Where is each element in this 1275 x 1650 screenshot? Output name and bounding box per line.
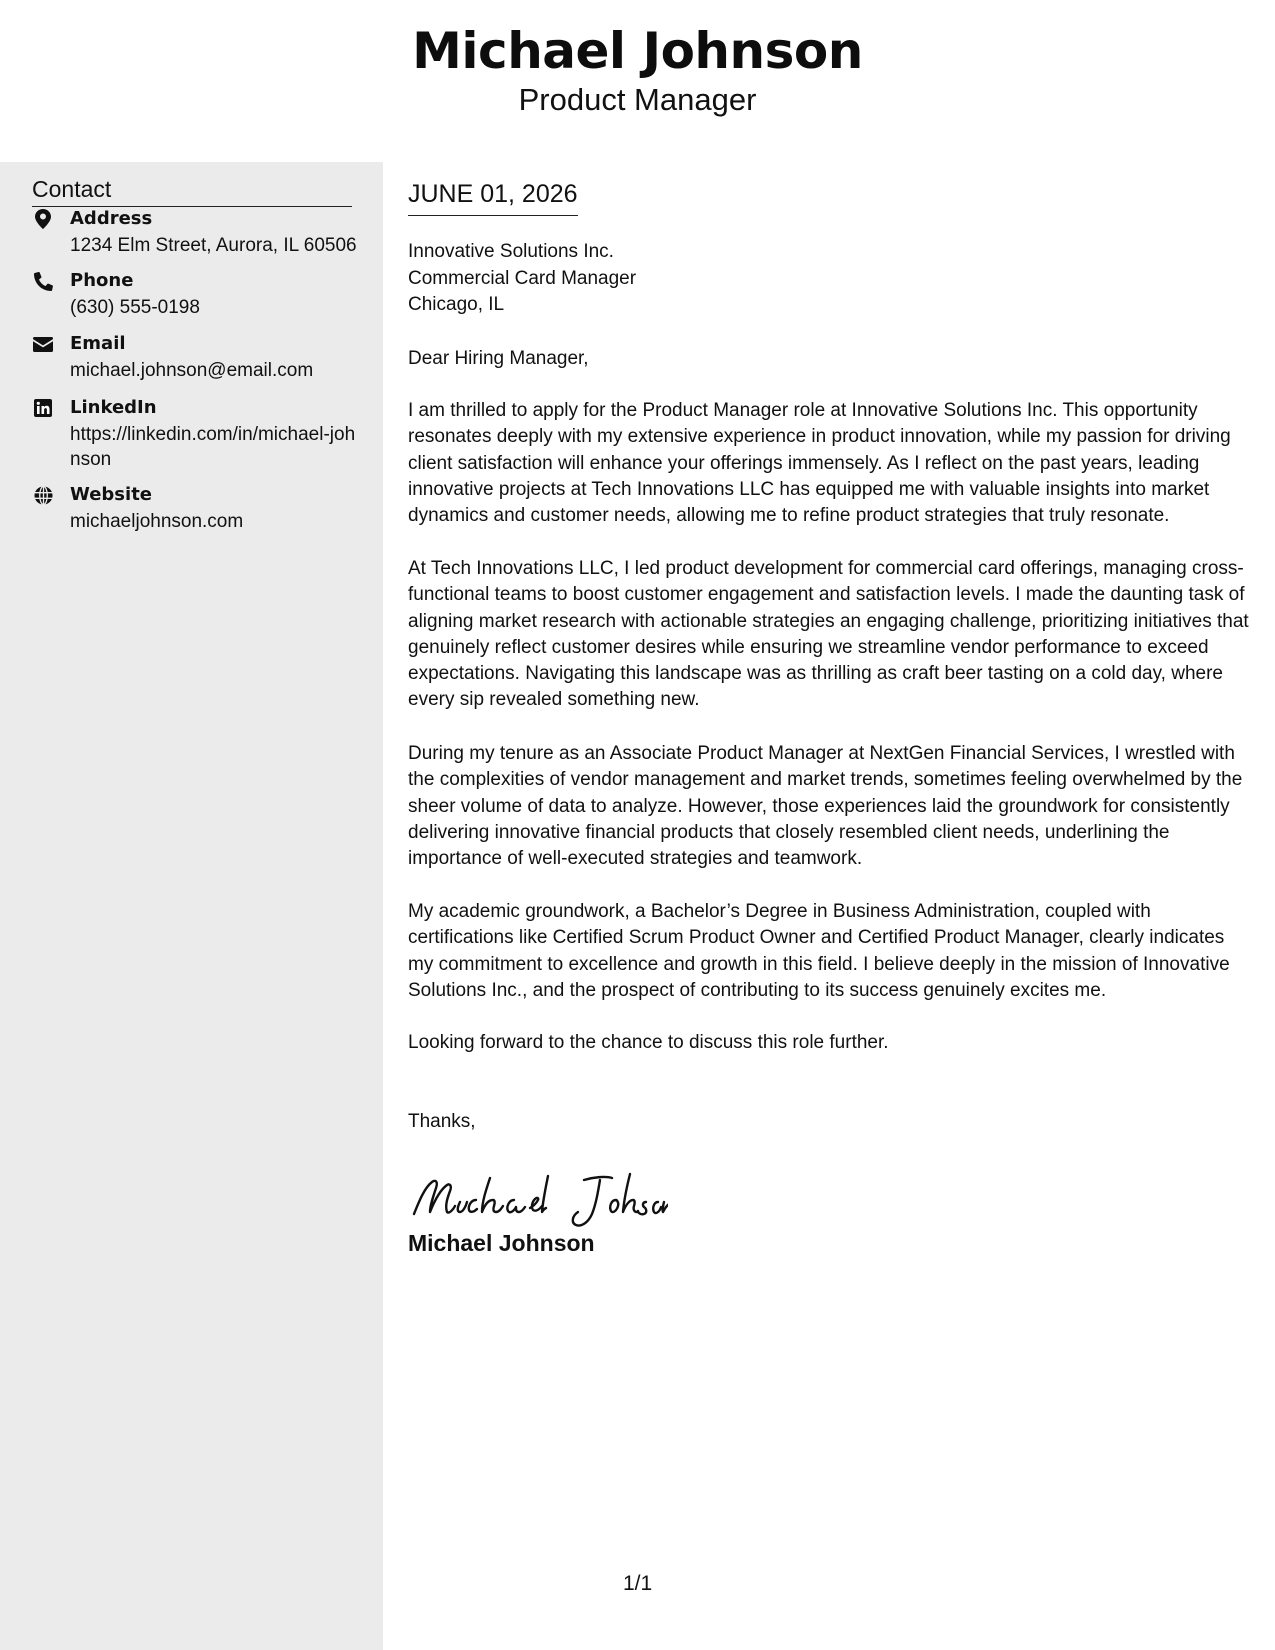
letter-date: JUNE 01, 2026 — [408, 180, 578, 216]
applicant-name: Michael Johnson — [412, 22, 863, 80]
contact-label: Address — [70, 208, 153, 229]
contact-label: Phone — [70, 270, 134, 291]
recipient-location: Chicago, IL — [408, 294, 505, 315]
page-number: 1/1 — [623, 1572, 653, 1595]
handwritten-signature — [408, 1162, 668, 1237]
paragraph-3: During my tenure as an Associate Product Manager at NextGen Financial Services, I wrestled with the complexities of vendor management and market trends, sometimes feeling overwhelmed by the sheer volume of data to analyze. However, those experiences laid the groundwork for consistently delivering innovative financial products that closely resembled client needs, underlining the importance of well-executed strategies and teamwork. — [408, 743, 1243, 870]
header — [0, 0, 1275, 162]
envelope-icon — [32, 333, 54, 355]
globe-icon — [32, 484, 54, 506]
contact-heading: Contact — [32, 176, 352, 207]
contact-label: Website — [70, 484, 153, 505]
sign-off: Thanks, — [408, 1111, 476, 1132]
contact-value: michaeljohnson.com — [70, 511, 244, 532]
contact-sidebar — [0, 162, 383, 1650]
contact-value: (630) 555-0198 — [70, 297, 200, 318]
contact-value: https://linkedin.com/in/michael-johnson — [70, 424, 356, 470]
recipient-block — [408, 239, 636, 319]
phone-icon — [32, 270, 54, 292]
paragraph-1: I am thrilled to apply for the Product Manager role at Innovative Solutions Inc. This opportunity resonates deeply with my extensive experience in product innovation, while my passion for driving client satisfaction will enhance your offerings immensely. As I reflect on the past years, leading innovative projects at Tech Innovations LLC has equipped me with valuable insights into market dynamics and customer needs, allowing me to refine product strategies that truly resonate. — [408, 400, 1231, 527]
job-title: Product Manager — [518, 82, 757, 117]
closing-line: Looking forward to the chance to discuss this role further. — [408, 1032, 889, 1053]
contact-label: LinkedIn — [70, 397, 157, 418]
contact-label: Email — [70, 333, 126, 354]
contact-value: 1234 Elm Street, Aurora, IL 60506 — [70, 235, 357, 256]
recipient-company: Innovative Solutions Inc. — [408, 241, 614, 262]
map-pin-icon — [32, 208, 54, 230]
paragraph-4: My academic groundwork, a Bachelor’s Degree in Business Administration, coupled with certifications like Certified Scrum Product Owner and Certified Product Manager, clearly indicates my commitment to excellence and growth in this field. I believe deeply in the mission of Innovative Solutions Inc., and the prospect of contributing to its success genuinely excites me. — [408, 901, 1230, 1001]
linkedin-icon — [32, 397, 54, 419]
recipient-role: Commercial Card Manager — [408, 267, 637, 289]
greeting: Dear Hiring Manager, — [408, 348, 589, 369]
contact-value: michael.johnson@email.com — [70, 360, 314, 381]
signed-name: Michael Johnson — [408, 1230, 595, 1256]
paragraph-2: At Tech Innovations LLC, I led product development for commercial card offerings, managing cross-functional teams to boost customer engagement and satisfaction levels. I made the daunting task of aligning market research with actionable strategies an engaging challenge, prioritizing initiatives that genuinely reflect customer desires while ensuring we streamline vendor performance to exceed expectations. Navigating this landscape was as thrilling as craft beer tasting on a cold day, where every sip revealed something new. — [408, 558, 1249, 711]
